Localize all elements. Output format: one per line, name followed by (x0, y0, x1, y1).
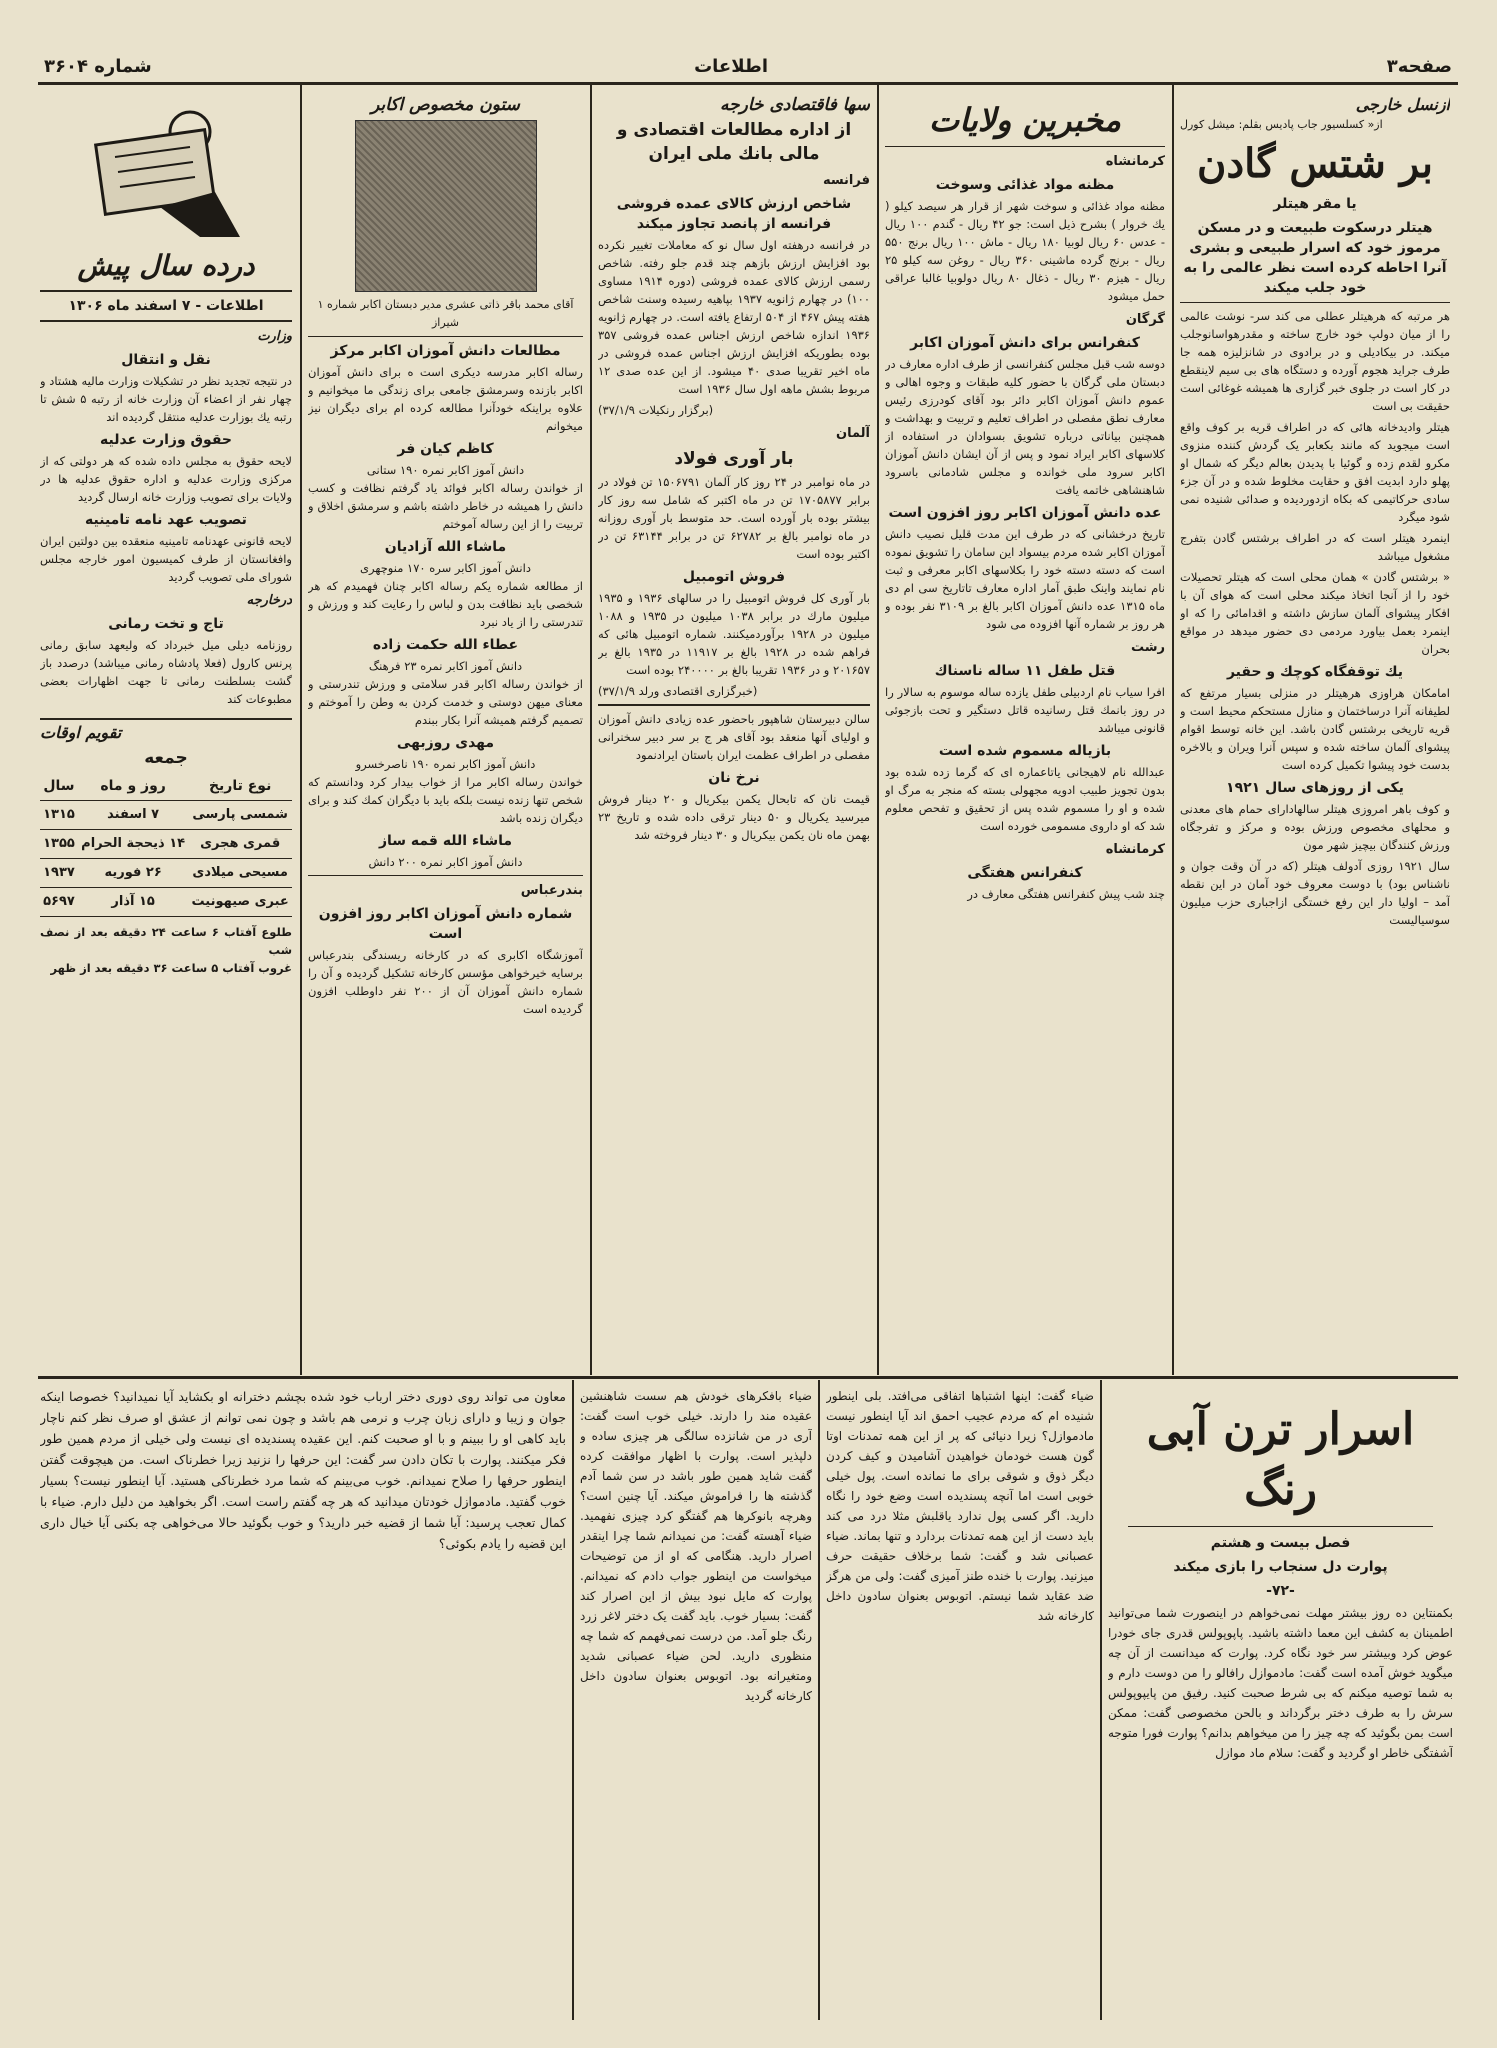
paragraph: لایحه قانونی عهدنامه تامینیه منعقده بین دولتین ایران وافغانستان از طرف کمیسیون امور خارجه مجلس شورای ملی تصویب گردید (40, 534, 292, 584)
serial-title-column (1108, 1386, 1453, 2016)
paper-name: اطلاعات (694, 56, 768, 77)
credit: (برگزار رنکیلات ۳۷/۱/۹) (598, 403, 714, 417)
paragraph: لایحه حقوق به مجلس داده شده که هر دولتی که از مرکزی وزارت عدلیه و اداره حقوق عدلیه ها در ولایات برای تصویب وزارت خانه ارسال گردید (40, 454, 292, 504)
paragraph: از خواندن رساله اکابر قدر سلامتی و ورزش تندرستی و معنای میهن دوستی و خدمت کردن به وطن را آموختم و تصمیم گرفتم همیشه آنرا بکار ببندم (308, 677, 583, 727)
subheading: یك توقفگاه کوچك و حقیر (1226, 664, 1404, 680)
issue-number: شماره ۳۶۰۴ (44, 56, 152, 77)
paragraph: بار آوری کل فروش اتومبیل را در سالهای ۱۹۳۶ و ۱۹۳۵ میلیون مارك در برابر ۱۰۳۸ میلیون در ۱۹۳۵ و ۱۰۸۸ میلیون در ۱۹۲۸ برآوردمیکنند. شماره اتومبیل هائی که فراهم شده در ۱۹۲۸ بالغ بر ۱۱۹۱۷ در ۱۹۳۵ بالغ بر ۲۰۱۶۵۷ و در ۱۹۳۶ تقریبا بالغ بر ۲۴۰۰۰۰ بوده است (598, 591, 870, 677)
foreign-article-column (1180, 92, 1450, 1370)
paragraph: سالن دبیرستان شاهپور باحضور عده زیادی دانش آموزان و اولیای آنها منعقد بود آقای هر ج بر سر دبیر سخنرانی مفصلی در اطراف عظمت ایران باستان ایرادنمود (598, 712, 870, 762)
serial-column (826, 1386, 1094, 2016)
paragraph: در ماه نوامبر در ۲۴ روز کار آلمان ۱۵۰۶۷۹۱ تن فولاد در برابر ۱۷۰۵۸۷۷ تن در ماه اکتبر که شامل سه روز کار بیشتر بوده بار آورده است. حد متوسط بار آوری روزانه در ماه نوامبر بالغ بر ۶۲۷۸۲ تن در برابر ۶۳۱۴۴ تن در اکتبر بوده است (598, 475, 870, 561)
student-name: مهدی روزبهی (396, 735, 495, 751)
paragraph: مظنه مواد غذائی و سوخت شهر از قرار هر سیصد کیلو ( یك خروار ) بشرح ذیل است: جو ۴۲ ریال - گندم ۱۰۰ ریال - عدس ۶۰ ریال لوبیا ۱۸۰ ریال - ماش ۱۰۰ ریال برنج ۵۵۰ ریال - برنج گرده ماشینی ۳۶۰ ریال - روغن سه کیلو ۲۵ ریال - هیزم ۳۰ ریال - ذغال ۸۰ ریال دولوبیا غالبا عراقی حمل میشود (885, 199, 1165, 303)
paragraph: از مطالعه شماره یکم رساله اکابر چنان فهمیدم که هر شخصی باید نظافت بدن و لباس را رعایت کند و ورزش و تندرستی را از یاد نبرد (308, 579, 583, 629)
headline: مظنه مواد غذائی وسوخت (935, 177, 1115, 193)
paragraph: تاریخ درخشانی که در طرف این مدت قلیل نصیب دانش آموزان اکابر شده مردم بیسواد این سامان را تشویق نموده است که دسته دسته خود را بکلاسهای اکابر معرفی و ثبت نام نمایند واینک طبق آمار اداره معارف تاتاریخ سی ام دی ماه ۱۳۱۵ عده دانش آموزان اکابر بالغ بر ۳۱۰۹ نفر بوده و هر روز بر شماره آنها افزوده می شود (885, 527, 1165, 631)
article-lede: هیتلر درسکوت طبیعت و در مسکن مرموز خود که اسرار طبیعی و بشری آنرا احاطه کرده است نظر عالمی را به خود جلب میکند (1183, 220, 1447, 296)
paragraph: دوسه شب قبل مجلس کنفرانسی از طرف اداره معارف در دبستان ملی گرگان با حضور کلیه طبقات و وجوه اهالی و عموم دانش آموزان اکابر دائر بود آقای کودرزی رئیس معارف نطق مفصلی در اطراف تعلیم و تربیت و بهداشت و همچنین بیاناتی درباره تشویق بسوادان در استفاده از کلاسهای اکابر ایراد نمود و پس از آن ایشان دانش آموزان اکابر سرود ملی خوانده و مجلس شادمانی باسرود شاهنشاهی خاتمه یافت (885, 357, 1165, 497)
paragraph: آموزشگاه اکابری که در کارخانه ریسندگی بندرعباس برسایه خیرخواهی مؤسس کارخانه تشکیل گردیده و آن را شماره دانش آموزان آن از ۲۰۰ نفر داوطلب افزون گردیده است (308, 948, 583, 1016)
city-label: بندرعباس (520, 883, 583, 898)
country-label: آلمان (835, 426, 870, 441)
headline: حقوق وزارت عدلیه (99, 432, 232, 448)
paragraph: بکمنتاین ده روز بیشتر مهلت نمی‌خواهم در اینصورت شما می‌توانید اطمینان به کشف این معما داشته باشید. پاپوپولس قدری جای خودرا عوض کرد وبیشتر سر خود نگاه کرد. پوارت که میدانست از آن چه میگوید خوش آمده است گفت: مادموازل رافالو را من دوست دارم و به شما توصیه میکنم که بی شرط صحبت کنید. رفیق من پایپوپولس سرش را به طرف دختر برگرداند و بالحن مخصوصی گفت: ممکن است بمن بگوئید که چه چیز را من میخواهم بدانم؟ پوارت فورا متوجه آشفتگی خاطر او گردید و گفت: سلام ماد موازل (1108, 1606, 1453, 1760)
paragraph: روزنامه دیلی میل خبرداد که ولیعهد سابق رمانی پرنس کارول (فعلا پادشاه رمانی میباشد) درصدد باز گشت بسلطنت رمانی تا جهت اظهارات بعضی مطبوعات کند (40, 638, 292, 706)
section-label: ستون مخصوص اکابر (371, 95, 520, 115)
headline: شماره دانش آموزان اکابر روز افزون است (318, 906, 573, 942)
city-label: کرمانشاه (1105, 154, 1165, 169)
city-label: گرگان (1125, 312, 1165, 327)
economics-column (598, 92, 870, 1370)
provinces-column (885, 92, 1165, 1370)
installment-number: -۷۲- (1266, 1583, 1295, 1599)
chapter-subtitle: پوارت دل سنجاب را بازی میکند (1173, 1559, 1388, 1575)
student-grade: دانش آموز اکابر نمره ۲۰۰ دانش (368, 855, 523, 869)
city-label: رشت (1130, 640, 1165, 655)
paragraph: عبدالله نام لاهیجانی یاتاعماره ای که گرما زده شده بود بدون تجویز طبیب ادویه مجهولی بسته که منجر به مرگ او شده و او را مسموم شده پس از تحقیق و تفحص معلوم شد که او داروی مسمومی خورده است (885, 765, 1165, 833)
paragraph: ضیاء بافکرهای خودش هم سست شاهنشین عقیده مند را دارند. خیلی خوب است گفت: آری در من شانزده سالگی هر چیزی ساده و دلپذیر است. پوارت با اظهار موافقت کرده گفت شاید همین طور باشد در سن شما آدم گذشته ها را فراموش میکند. آیا چنین است؟ وهرچه بانوکرها هم گفتگو کرد چیزی نفهمید. ضیاء آهسته گفت: من نمیدانم شما چرا اینقدر اصرار دارید. هنگامی که او از من توضیحات میخواست من اینطور جواب دادم که نمیدانم. پوارت که مایل نبود بیش از این اصرار کند گفت: بسیار خوب. باید گفت یک دختر لاغر زرد رنگ جلو آمد. من درست نمی‌فهمم که شما چه منظوری دارید. لحن ضیاء عصبانی شدید ومتغیرانه بود. اتوبوس بعنوان سادون داخل کارخانه گردید (580, 1389, 812, 1703)
serial-column (40, 1386, 566, 2016)
article-subtitle: یا مقر هیتلر (1273, 196, 1357, 212)
headline: کنفرانس هفتگی (967, 865, 1083, 881)
city-label: کرمانشاه (1105, 842, 1165, 857)
headline: تاج و تخت رمانی (108, 616, 224, 632)
headline: تصویب عهد نامه تامینیه (85, 512, 247, 528)
headline: نرخ نان (708, 770, 760, 786)
credit: (خبرگزاری اقتصادی ورلد ۳۷/۱/۹) (598, 684, 758, 698)
adult-education-column (308, 92, 583, 1370)
section-label: ازنسل خارجی (1355, 95, 1450, 114)
reader-icon (40, 92, 292, 242)
paragraph: در نتیجه تجدید نظر در تشکیلات وزارت مالیه هشتاد و چهار نفر از اعضاء آن وزارت خانه از رتبه ۵ شش تا رتبه یك بوزارت عدلیه منتقل گردیده اند (40, 374, 292, 424)
weekday: جمعه (144, 748, 188, 768)
calendar-table: نوع تاریخ روز و ماه سال شمسی پارسی ۷ اسفند ۱۳۱۵ قمری هجری ۱۴ ذیحجة الحرام ۱۳۵۵ مسیحی میلادی ۲۶ فوریه ۱۹۳۷ عبری صیهونیت ۱۵ آذار ۵۶۹۷ (40, 772, 292, 917)
headline: بار آوری فولاد (674, 449, 794, 469)
cartoon-illustration (40, 92, 292, 242)
masthead (38, 52, 1458, 82)
student-name: عطاء الله حکمت زاده (372, 637, 519, 653)
chapter-label: فصل بیست و هشتم (1210, 1535, 1351, 1551)
headline: بازیاله مسموم شده است (938, 743, 1112, 759)
student-name: ماشاء الله آزادیان (384, 539, 507, 555)
country-label: فرانسه (822, 173, 870, 188)
section-title: مخبرین ولایات (929, 101, 1121, 139)
paragraph: هیتلر وادیدخانه هائی که در اطراف قریه بر کوف واقع است میجوید که مانند بکعابر یک گردش کننده منزوی مکرو لقدم زده و گوئیا با پدیدن بعالم دیگر که شمال او پهلو دارد ابدیت افق و حقایت مخلوط شده و در آن جزء سادی حرکاتیمی که بکاه ازدوردیده و صدائی شنیده نمی شود میگرد (1180, 420, 1450, 524)
headline: مطالعات دانش آموزان اکابر مرکز (330, 343, 561, 359)
paragraph: از خواندن رساله اکابر فوائد یاد گرفتم نظافت و کسب دانش را همیشه در خاطر داشته باشم و سرمشق اخلاق و تربیت را از این رساله آموختم (308, 481, 583, 531)
serial-column (580, 1386, 812, 2016)
headline: شاخص ارزش کالای عمده فروشی فرانسه از پانصد تجاوز میکند (616, 196, 852, 232)
headline: فروش اتومبیل (682, 569, 786, 585)
table-row: عبری صیهونیت ۱۵ آذار ۵۶۹۷ (40, 888, 292, 917)
subsection-label: درخارجه (246, 593, 292, 608)
headline: از اداره مطالعات اقتصادی و مالی بانك ملی ایران (616, 120, 852, 164)
subheading: یکی از روزهای سال ۱۹۲۱ (1226, 780, 1404, 796)
subsection-label: وزارت (257, 329, 292, 344)
paragraph: افرا سیاب نام اردبیلی طفل یازده ساله موسوم به سالار را در روز بانمك قتل رسانیده قاتل دستگیر و تحت بازجوئی قانونی میباشد (885, 685, 1165, 735)
sunrise-time: طلوع آفتاب ۶ ساعت ۲۴ دقیقه بعد از نصف شب (40, 925, 292, 957)
student-grade: دانش آموز اکابر نمره ۱۹۰ ناصرخسرو (355, 757, 536, 771)
paragraph: چند شب پیش کنفرانس هفتگی معارف در (967, 887, 1165, 901)
ten-years-ago-column (40, 92, 292, 1370)
table-row: شمسی پارسی ۷ اسفند ۱۳۱۵ (40, 801, 292, 830)
table-row: مسیحی میلادی ۲۶ فوریه ۱۹۳۷ (40, 859, 292, 888)
table-row: قمری هجری ۱۴ ذیحجة الحرام ۱۳۵۵ (40, 830, 292, 859)
portrait-photo (355, 120, 537, 292)
paragraph: و کوف باهر امروزی هیتلر سالهادارای حمام های معدنی و محلهای مخصوص ورزش بوده و مرکز و تفرجگاه ورزش کنندگان بیچیز شهر مون (1180, 802, 1450, 852)
sunset-time: غروب آفتاب ۵ ساعت ۳۶ دقیقه بعد از ظهر (50, 961, 292, 975)
student-grade: دانش آموز اکابر نمره ۲۳ فرهنگ (368, 659, 523, 673)
article-credit: از« کسلسیور جاب پادیس بقلم: میشل کورل (1180, 118, 1383, 131)
student-grade: دانش آموز اکابر نمره ۱۹۰ ستانی (366, 463, 525, 477)
paragraph: « برشتس گادن » همان محلی است که هیتلر تحصیلات خود را از آنجا اتخاذ میکند محلی است که هوای آن با افکار پیشوای آلمان سازش داشته و اقدامائی را که او اینمرد بعمل بیاورد مردمی دی حضور میدهد در مواقع بحران (1180, 570, 1450, 656)
headline: نقل و انتقال (121, 352, 211, 368)
paragraph: خواندن رساله اکابر مرا از خواب بیدار کرد ودانستم که شخص تنها زنده نیست بلکه باید با دیگران کمك کند و برای دیگران زنده باشد (308, 775, 583, 825)
section-label: سها فاقتصادی خارجه (720, 95, 870, 115)
section-title: درده سال پیش (77, 249, 255, 282)
headline: کنفرانس برای دانش آموزان اکابر (910, 335, 1140, 351)
paragraph: سال ۱۹۲۱ روزی آدولف هیتلر (که در آن وقت جوان و ناشناس بود) با دوست معروف خود آمان در این نقطه آمد – اولیا دار این رفع خستگی ازاجباری حزب میلیون سوسیالیست (1180, 859, 1450, 927)
student-grade: دانش آموز اکابر سره ۱۷۰ منوچهری (360, 561, 531, 575)
dateline: اطلاعات - ۷ اسفند ماه ۱۳۰۶ (68, 298, 264, 314)
calendar-title: تقویم اوقات (40, 723, 122, 742)
page-number: صفحه۳ (1386, 56, 1452, 77)
serial-title: اسرار ترن آبی رنگ (1146, 1404, 1415, 1515)
headline: عده دانش آموزان اکابر روز افزون است (888, 505, 1162, 521)
paragraph: اینمرد هیتلر است که در اطراف برشتس گادن بتفرج مشغول میباشد (1180, 531, 1450, 563)
student-name: کاظم کیان فر (397, 441, 494, 457)
paragraph: امامکان هراوزی هرهیتلر در منزلی بسیار مرتفع که لطیفانه آنرا درساختمان و منازل مستحکم محیط است و قریه تاریخی برشتس گادن باشد. این خانه توسط اقوام پیشوای آلمان ساخته شده و سپس آنرا ویران و بالاخره بدست خود پیشوا تکمیل کرده است (1180, 686, 1450, 772)
paragraph: ضیاء گفت: اینها اشتباها اتفاقی می‌افتد. بلی اینطور شنیده ام که مردم عجیب احمق اند آیا اینطور نیست مادموازل؟ زیرا دنیائی که پر از این همه تمدنات اوتا گون هست خودمان خواهیدن آشامیدن و کیف کردن دیگر ذوق و شوقی برای ما نمانده است. پول خیلی خوبی است اما آنچه پسندیده است وضع خود را نگاه دارید. اگر کسی پول ندارد یاقلبش مثلا درد می کند باید دست از این همه تمدنات بردارد و تنها بماند. ضیاء عصبانی شد و گفت: شما برخلاف حقیقت حرف میزنید. پوارت با خنده طنز آمیزی گفت: ولی من هرگز ضد عقاید شما نیستم. اتوبوس بعنوان سادون داخل کارخانه شد (826, 1389, 1094, 1623)
paragraph: هر مرتبه که هرهیتلر عطلی می کند سر- نوشت عالمی را از میان دولپ خود خارج ساخته و مقدرهواسانوجلب میکند. در بیکادیلی و در برادوی در شانزلیزه همه جا طرف جراید هجوم آورده و دستگاه های بی سیم لاینقطع در کار است در جلوی خبر گزاری ها همیشه غوغائی است حقیقت بی است (1180, 309, 1450, 413)
article-title: بر شتس گادن (1196, 140, 1434, 187)
paragraph: رساله اکابر مدرسه دیکری است ه برای دانش آموزان اکابر بازنده وسرمشق جامعی برای زندگی ما میخوانیم و علاوه براینکه خودآنرا مطالعه کرده ام برای دیگران نیز میخوانم (308, 365, 583, 433)
photo-caption: آقای محمد باقر ذاتی عشری مدیر دبستان اکابر شماره ۱ شیراز (317, 298, 574, 329)
student-name: ماشاء الله قمه ساز (378, 833, 513, 849)
headline: قتل طفل ۱۱ ساله ناسناك (934, 663, 1116, 679)
paragraph: قیمت نان که تابحال یکمن بیکریال و ۲۰ دینار فروش میرسید یکریال و ۵۰ دینار ترقی داده شده و تاریخ ۲۳ بهمن ماه نان یکمن بیکریال و ۳۰ دینار فروخته شد (598, 792, 870, 842)
paragraph: معاون می تواند روی دوری دختر ارباب خود شده بچشم دخترانه او بکشاید آیا نمیدانید؟ خصوصا اینکه جوان و زیبا و دارای زبان چرب و نرمی هم باشد و چون نمی توانم از عشق او صرف نظر کنم ناچار باید کاهی او را ببینم و با او صحبت کنم. این عقیده پسندیده ای نیست ولی خیلی از مردم همین طور فکر میکنند. پوارت با تکان دادن سر گفت: این حرفها را نزنید زیرا خطرناک است. من هیچوقت گفتن اینطور حرفها را صلاح نمیدانم. خوب می‌بینم که شما مرد خطرناکی هستید. آیا اینطور نیست؟ بسیار خوب گفتید. مادموازل خودتان میدانید که هر چه گفتم راست است. اگر بخواهید من دلیل دارم. ضیاء با کمال تعجب پرسید: آیا شما از قضیه خبر دارید؟ و خوب بگوئید حالا می‌خواهی چه بکنی آیا خیال داری این قضیه را یادم بکوئی؟ (40, 1389, 566, 1551)
paragraph: در فرانسه درهفته اول سال نو که معاملات تغییر نکرده بود افزایش ارزش بازهم چند قدم جلو رفته. شاخص رسمی ارزش کالای عمده فروشی (دوره ۱۹۱۴ مساوی ۱۰۰) در چهارم ژانویه ۱۹۳۷ بپاهیه رسیده وسنت شاخص هفته پیش ۴۶۷ از ۵۰۴ ارتفاع یافته است. در چهارم ژانویه ۱۹۳۶ اندازه شاخص ارزش اجناس عمده فروشی ۳۵۷ بوده بطوریکه افزایش ارزش اجناس عمده فروشی در ماه اخیر تقریبا صدی ۴۰ میشود. از این عده صدی ۱۲ مربوط بشش ماهه اول سال ۱۹۳۶ است (598, 238, 870, 396)
